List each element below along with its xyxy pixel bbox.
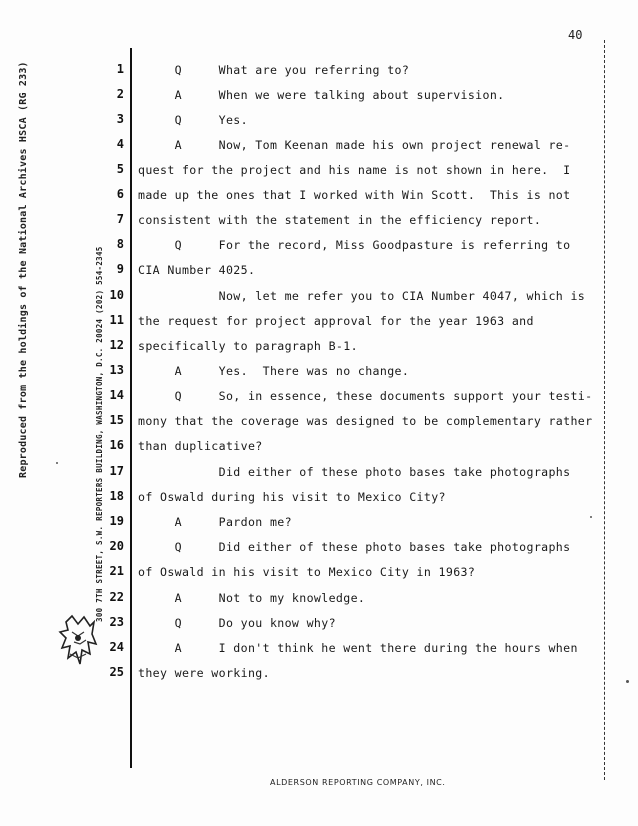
line-number: 6 <box>116 187 124 201</box>
scan-speck <box>626 680 629 683</box>
line-text: of Oswald in his visit to Mexico City in 1963? <box>138 565 476 579</box>
line-number: 20 <box>109 539 124 553</box>
line-text: A Yes. There was no change. <box>138 364 410 378</box>
line-text: Q What are you referring to? <box>138 63 410 77</box>
reporting-company-footer: ALDERSON REPORTING COMPANY, INC. <box>270 778 446 787</box>
scan-speck <box>56 462 58 464</box>
line-text: specifically to paragraph B-1. <box>138 339 358 353</box>
line-text: A Now, Tom Keenan made his own project renewal re- <box>138 138 571 152</box>
line-text: than duplicative? <box>138 439 263 453</box>
line-text: Q Yes. <box>138 113 248 127</box>
line-number: 7 <box>116 212 124 226</box>
line-text: Now, let me refer you to CIA Number 4047, which is <box>138 289 586 303</box>
line-number: 15 <box>109 413 124 427</box>
line-number: 25 <box>109 665 124 679</box>
line-text: A Not to my knowledge. <box>138 591 366 605</box>
line-number: 8 <box>116 237 124 251</box>
line-number: 14 <box>109 388 124 402</box>
line-text: Q So, in essence, these documents support your testi- <box>138 389 593 403</box>
line-number: 13 <box>109 363 124 377</box>
line-number: 10 <box>109 288 124 302</box>
line-number: 2 <box>116 87 124 101</box>
line-text: CIA Number 4025. <box>138 263 256 277</box>
line-number: 18 <box>109 489 124 503</box>
right-margin-rule <box>604 40 606 780</box>
line-text: A Pardon me? <box>138 515 292 529</box>
line-number: 3 <box>116 112 124 126</box>
line-text: A I don't think he went there during the hours when <box>138 641 578 655</box>
line-text: the request for project approval for the year 1963 and <box>138 314 534 328</box>
line-number: 21 <box>109 564 124 578</box>
line-number: 11 <box>109 313 124 327</box>
line-number: 16 <box>109 438 124 452</box>
line-number: 1 <box>116 62 124 76</box>
line-text: mony that the coverage was designed to be complementary rather <box>138 414 593 428</box>
line-number: 17 <box>109 464 124 478</box>
line-text: Q Did either of these photo bases take photographs <box>138 540 571 554</box>
line-number: 23 <box>109 615 124 629</box>
line-number: 12 <box>109 338 124 352</box>
archive-provenance-text: Reproduced from the holdings of the National Archives HSCA (RG 233) <box>18 61 29 478</box>
line-number: 19 <box>109 514 124 528</box>
reporter-address-margin <box>84 160 104 630</box>
line-number: 9 <box>116 262 124 276</box>
line-number: 5 <box>116 162 124 176</box>
line-number: 24 <box>109 640 124 654</box>
line-text: quest for the project and his name is not shown in here. I <box>138 163 571 177</box>
archive-seal-icon <box>58 614 100 670</box>
scan-speck <box>590 516 592 518</box>
reporter-address-text: 300 7TH STREET, S.W. REPORTERS BUILDING, WASHINGTON, D.C. 20024 (202) 554-2345 <box>95 246 104 622</box>
archive-provenance-stamp <box>4 30 29 480</box>
line-text: of Oswald during his visit to Mexico City? <box>138 490 446 504</box>
line-number: 4 <box>116 137 124 151</box>
line-number: 22 <box>109 590 124 604</box>
line-text: consistent with the statement in the efficiency report. <box>138 213 542 227</box>
line-text: Q Do you know why? <box>138 616 336 630</box>
line-text: made up the ones that I worked with Win Scott. This is not <box>138 188 571 202</box>
line-text: Q For the record, Miss Goodpasture is referring to <box>138 238 571 252</box>
line-text: Did either of these photo bases take photographs <box>138 465 571 479</box>
left-margin-rule <box>130 48 132 768</box>
line-text: they were working. <box>138 666 270 680</box>
line-text: A When we were talking about supervision. <box>138 88 505 102</box>
page-number: 40 <box>568 28 583 42</box>
